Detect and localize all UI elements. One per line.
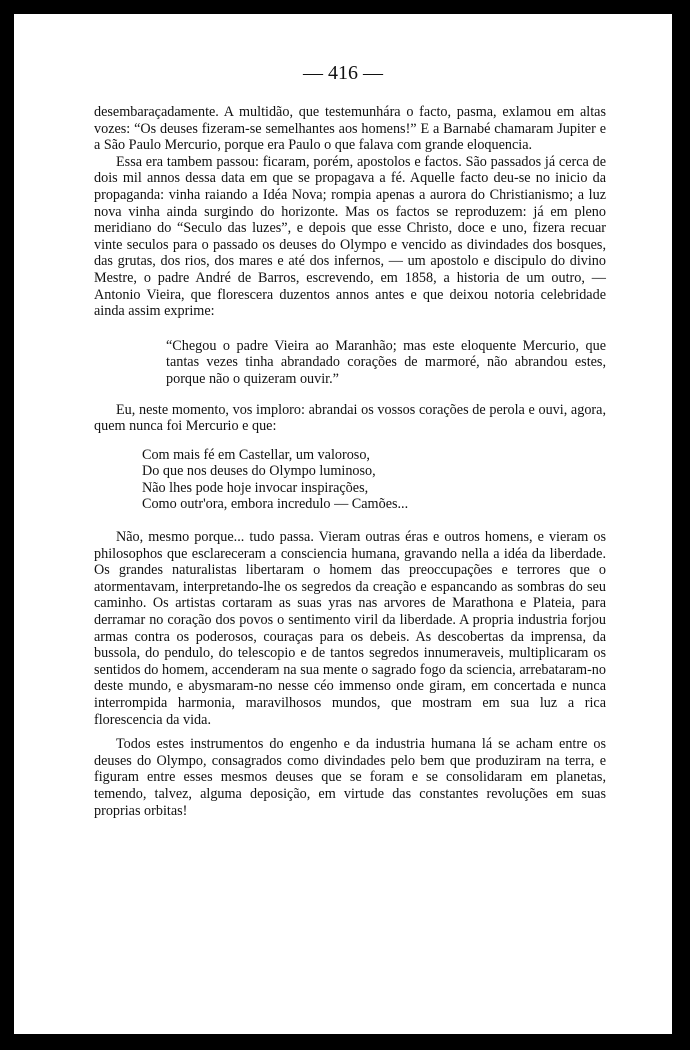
document-page <box>14 14 672 1034</box>
verse-line: Do que nos deuses do Olympo luminoso, <box>142 463 376 480</box>
page-number: — 416 — <box>303 62 383 84</box>
body-text <box>94 104 606 819</box>
paragraph: Não, mesmo porque... tudo passa. Vieram outras éras e outros homens, e vieram os philosophos que esclareceram a consciencia humana, gravando nella a idéa da liberdade. Os grandes naturalistas libertaram o homem das preoccupações e terrores que o atormentavam, interpretando-lhe os segredos da creação e espancando as sombras do seu caminho. Os artistas cortaram as suas yras nas arvores de Marathona e Plateia, para derramar no coração dos povos o sentimento viril da liberdade. A propria industria forjou armas contra os poderosos, couraças para os debeis. As descobertas da imprensa, da bussola, do pendulo, do telescopio e de tantos segredos innumeraveis, multiplicaram os sentidos do homem, accenderam na sua mente o sagrado fogo da sciencia, arrebataram-no deste mundo, e abysmaram-no nesse céo immenso onde giram, em concertada e nunca interrompida harmonia, maravilhosos mundos, que mostram em sua luz a rica florescencia da vida. <box>94 529 606 728</box>
verse-stanza <box>142 447 606 513</box>
paragraph: Todos estes instrumentos do engenho e da industria humana lá se acham entre os deuses do Olympo, consagrados como divindades pelo bem que produziram na terra, e figuram entre esses mesmos deuses que se foram e se consolidaram em planetas, temendo, talvez, alguma deposição, em virtude das constantes revoluções em suas proprias orbitas! <box>94 736 606 819</box>
verse-line: Como outr'ora, embora incredulo — Camões... <box>142 496 409 513</box>
verse-line: Não lhes pode hoje invocar inspirações, <box>142 479 369 496</box>
paragraph: Eu, neste momento, vos imploro: abrandai os vossos corações de perola e ouvi, agora, quem nunca foi Mercurio e que: <box>94 401 606 435</box>
paragraph: desembaraçadamente. A multidão, que testemunhára o facto, pasma, exlamou em altas vozes: “Os deuses fizeram-se semelhantes aos homens!” E a Barnabé chamaram Jupiter e a São Paulo Mercurio, porque era Paulo o que falava com grande eloquencia. <box>94 104 606 154</box>
verse-line: Com mais fé em Castellar, um valoroso, <box>142 446 370 463</box>
block-quote: “Chegou o padre Vieira ao Maranhão; mas este eloquente Mercurio, que tantas vezes tinha abrandado corações de marmoré, não abrandou estes, porque não o quizeram ouvir.” <box>166 337 606 387</box>
paragraph: Essa era tambem passou: ficaram, porém, apostolos e factos. São passados já cerca de dois mil annos dessa data em que se propagava a fé. Aquelle facto deu-se no inicio da propaganda: vinha raiando a Idéa Nova; rompia apenas a aurora do Christianismo; a luz nova vinha ainda surgindo do horizonte. Mas os factos se reproduzem: já em pleno meridiano do “Seculo das luzes”, e depois que esse Christo, doce e uno, fizera recuar vinte seculos para o passado os deuses do Olympo e vencido as divindades dos bosques, das grutas, dos rios, dos mares e até dos infernos, — um apostolo e discipulo do divino Mestre, o padre André de Barros, escrevendo, em 1858, a historia de um outro, — Antonio Vieira, que florescera duzentos annos antes e que deixou notoria celebridade ainda assim exprime: <box>94 153 606 320</box>
